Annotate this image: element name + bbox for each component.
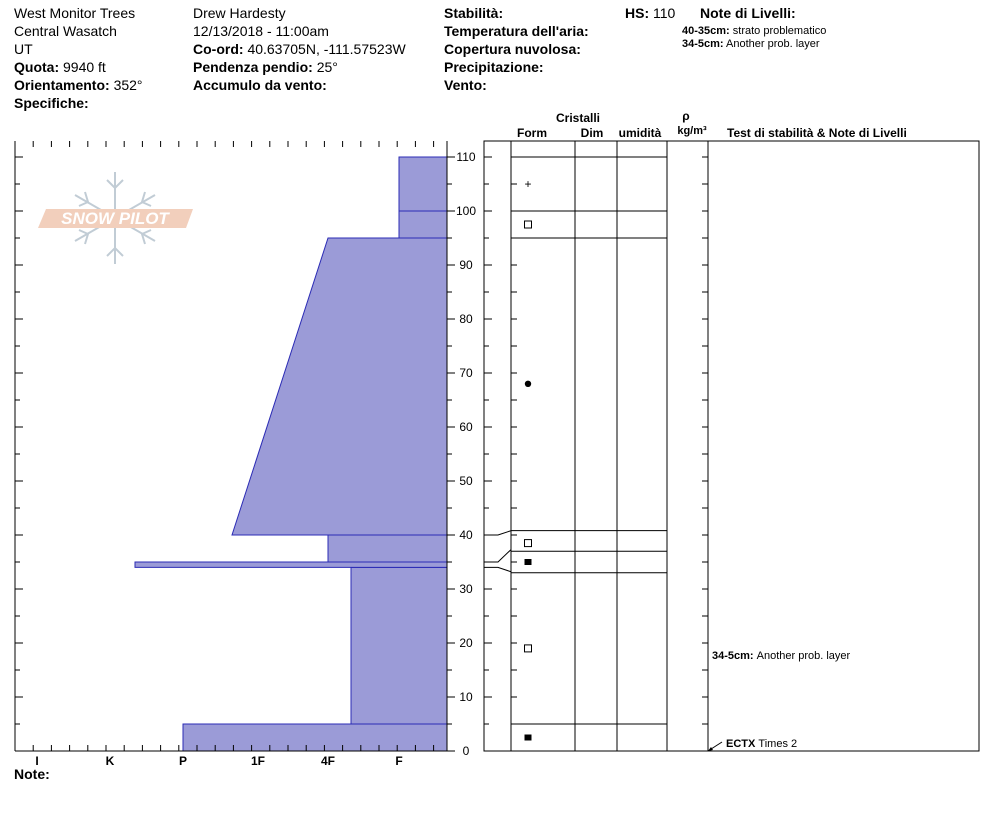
density-symbol: ρ — [682, 109, 690, 123]
height-tick-label: 50 — [459, 474, 473, 488]
aspect: Orientamento: 352° — [14, 77, 143, 93]
layer-notes-label: Note di Livelli: — [700, 5, 796, 21]
stability-test-text: ECTX Times 2 — [726, 738, 798, 750]
hardness-tick-label: F — [395, 754, 403, 768]
height-tick-label: 30 — [459, 582, 473, 596]
height-tick-label: 10 — [459, 690, 473, 704]
slope: Pendenza pendio: 25° — [193, 59, 338, 75]
test-pointer-arrow — [708, 747, 713, 751]
size-header: Dim — [580, 126, 604, 140]
crystal-form-symbol — [525, 735, 532, 741]
hardness-tick-label: 1F — [250, 754, 266, 768]
crystal-form-symbol — [525, 221, 532, 228]
hardness-layer-bar — [232, 238, 447, 535]
height-tick-label: 80 — [459, 312, 473, 326]
layer-note-2: 34-5cm: Another prob. layer — [682, 38, 820, 50]
crystal-form-symbol — [525, 645, 532, 652]
tests-header: Test di stabilità & Note di Livelli — [727, 126, 907, 140]
layer-note-text: 34-5cm: Another prob. layer — [712, 649, 851, 662]
layer-connector — [484, 531, 511, 535]
height-tick-label: 0 — [462, 744, 470, 758]
coordinates: Co-ord: 40.63705N, -111.57523W — [193, 41, 406, 57]
datetime: 12/13/2018 - 11:00am — [193, 23, 329, 39]
height-tick-label: 60 — [459, 420, 473, 434]
specifics-label: Specifiche: — [14, 95, 89, 111]
hardness-layer-bar — [399, 157, 447, 211]
density-unit: kg/m³ — [677, 125, 707, 137]
crystal-form-symbol: + — [524, 177, 532, 191]
hardness-tick-label: 4F — [320, 754, 336, 768]
logo-text: SNOW PILOT — [61, 209, 169, 228]
height-tick-label: 70 — [459, 366, 473, 380]
crystal-form-symbol — [525, 540, 532, 547]
wind-label: Vento: — [444, 77, 487, 93]
hardness-tick-label: I — [35, 754, 39, 768]
stability-label: Stabilità: — [444, 5, 504, 21]
hardness-tick-label: P — [178, 754, 188, 768]
hs: HS: 110 — [625, 5, 676, 21]
snowpilot-logo — [38, 172, 193, 264]
notes-label: Note: — [14, 766, 50, 782]
height-tick-label: 110 — [456, 150, 476, 164]
height-tick-label: 100 — [455, 204, 477, 218]
hardness-layer-bar — [351, 567, 447, 724]
height-tick-label: 40 — [459, 528, 473, 542]
hardness-layer-bar — [135, 562, 447, 567]
layer-connector — [484, 567, 511, 571]
location: West Monitor Trees — [14, 5, 136, 21]
hardness-layer-bar — [328, 535, 447, 562]
precip-label: Precipitazione: — [444, 59, 544, 75]
height-tick-label: 90 — [459, 258, 473, 272]
wind-loading: Accumulo da vento: — [193, 77, 327, 93]
crystal-form-symbol — [525, 559, 532, 565]
form-header: Form — [517, 126, 547, 140]
state: UT — [14, 41, 33, 57]
hardness-layer-bar — [399, 211, 447, 238]
crystal-form-symbol — [525, 381, 531, 387]
observer: Drew Hardesty — [193, 5, 286, 21]
layer-note-1: 40-35cm: strato problematico — [682, 25, 827, 37]
air-temp-label: Temperatura dell'aria: — [444, 23, 589, 39]
layer-connector — [484, 550, 511, 562]
crystals-header: Cristalli — [555, 111, 601, 125]
elevation: Quota: 9940 ft — [14, 59, 106, 75]
hardness-tick-label: K — [105, 754, 115, 768]
region: Central Wasatch — [14, 23, 117, 39]
height-tick-label: 20 — [459, 636, 473, 650]
hardness-layer-bar — [183, 724, 447, 751]
moisture-header: umidità — [618, 126, 662, 140]
hardness-profile — [135, 157, 447, 751]
sky-label: Copertura nuvolosa: — [444, 41, 581, 57]
right-panel — [484, 141, 979, 751]
